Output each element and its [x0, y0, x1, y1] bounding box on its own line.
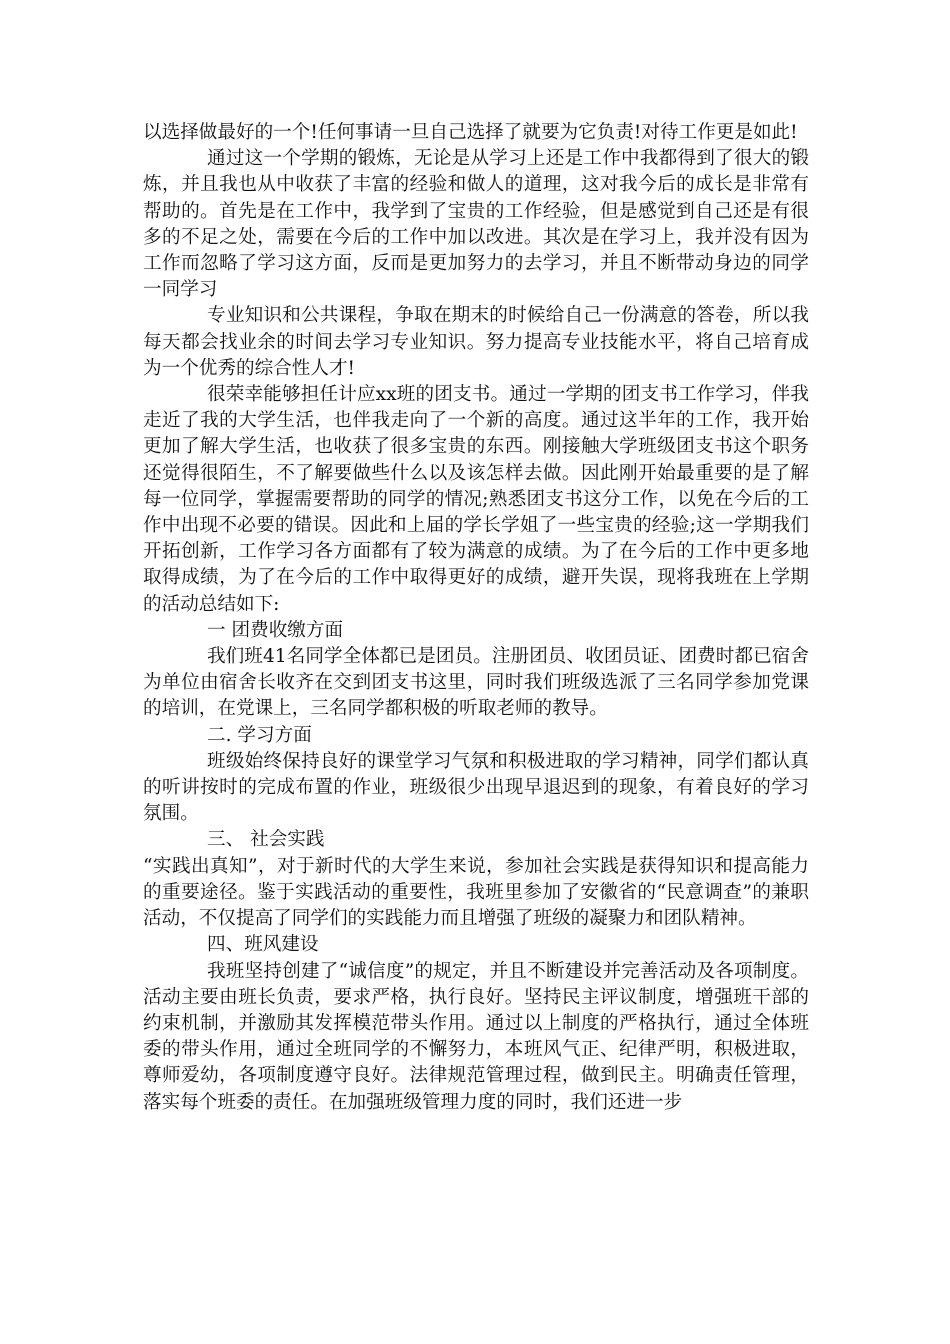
section-heading-class-style: 四、班风建设: [207, 934, 319, 956]
paragraph-1: 以选择做最好的一个!任何事请一旦自己选择了就要为它负责!对待工作更是如此!: [143, 122, 798, 143]
paragraph-fees: 我们班41名同学全体都已是团员。注册团员、收团员证、团费时都已宿舍为单位由宿舍长收齐在交到团支书这里，同时我们班级选派了三名同学参加党课的培训，在党课上，三名同学都积极的听取老师的教导。: [143, 646, 809, 720]
paragraph-4: 很荣幸能够担任计应xx班的团支书。通过一学期的团支书工作学习，伴我走近了我的大学生活，也伴我走向了一个新的高度。通过这半年的工作，我开始更加了解大学生活，也收获了很多宝贵的东西。刚接触大学班级团支书这个职务还觉得很陌生，不了解要做些什么以及该怎样去做。因此刚开始最重要的是了解每一位同学，掌握需要帮助的同学的情况;熟悉团支书这分工作，以免在今后的工作中出现不必要的错误。因此和上届的学长学姐了一些宝贵的经验;这一学期我们开拓创新，工作学习各方面都有了较为满意的成绩。为了在今后的工作中更多地取得成绩，为了在今后的工作中取得更好的成绩，避开失误，现将我班在上学期的活动总结如下:: [143, 384, 809, 615]
paragraph-class-style: 我班坚持创建了“诚信度”的规定，并且不断建设并完善活动及各项制度。活动主要由班长负责，要求严格，执行良好。坚持民主评议制度，增强班干部的约束机制，并激励其发挥模范带头作用。通过以上制度的严格执行，通过全体班委的带头作用，通过全班同学的不懈努力，本班风气正、纪律严明，积极进取，尊师爱幼，各项制度遵守良好。法律规范管理过程，做到民主。明确责任管理，落实每个班委的责任。在加强班级管理力度的同时，我们还进一步: [143, 960, 809, 1113]
paragraph-2: 通过这一个学期的锻炼，无论是从学习上还是工作中我都得到了很大的锻炼，并且我也从中收获了丰富的经验和做人的道理，这对我今后的成长是非常有帮助的。首先是在工作中，我学到了宝贵的工作经验，但是感觉到自己还是有很多的不足之处，需要在今后的工作中加以改进。其次是在学习上，我并没有因为工作而忽略了学习这方面，反而是更加努力的去学习，并且不断带动身边的同学一同学习: [143, 148, 809, 301]
paragraph-practice: “实践出真知”，对于新时代的大学生来说，参加社会实践是获得知识和提高能力的重要途径。鉴于实践活动的重要性，我班里参加了安徽省的“民意调查”的兼职活动，不仅提高了同学们的实践能力而且增强了班级的凝聚力和团队精神。: [143, 855, 809, 930]
section-heading-study: 二. 学习方面: [207, 724, 312, 746]
section-heading-fees: 一 团费收缴方面: [207, 619, 344, 641]
section-heading-practice: 三、 社会实践: [207, 829, 325, 851]
paragraph-study: 班级始终保持良好的课堂学习气氛和积极进取的学习精神，同学们都认真的听讲按时的完成布置的作业，班级很少出现早退迟到的现象，有着良好的学习氛围。: [143, 750, 809, 825]
document-page: [143, 120, 809, 1116]
paragraph-3: 专业知识和公共课程，争取在期末的时候给自己一份满意的答卷，所以我每天都会找业余的时间去学习专业知识。努力提高专业技能水平，将自己培育成为一个优秀的综合性人才!: [143, 305, 809, 379]
